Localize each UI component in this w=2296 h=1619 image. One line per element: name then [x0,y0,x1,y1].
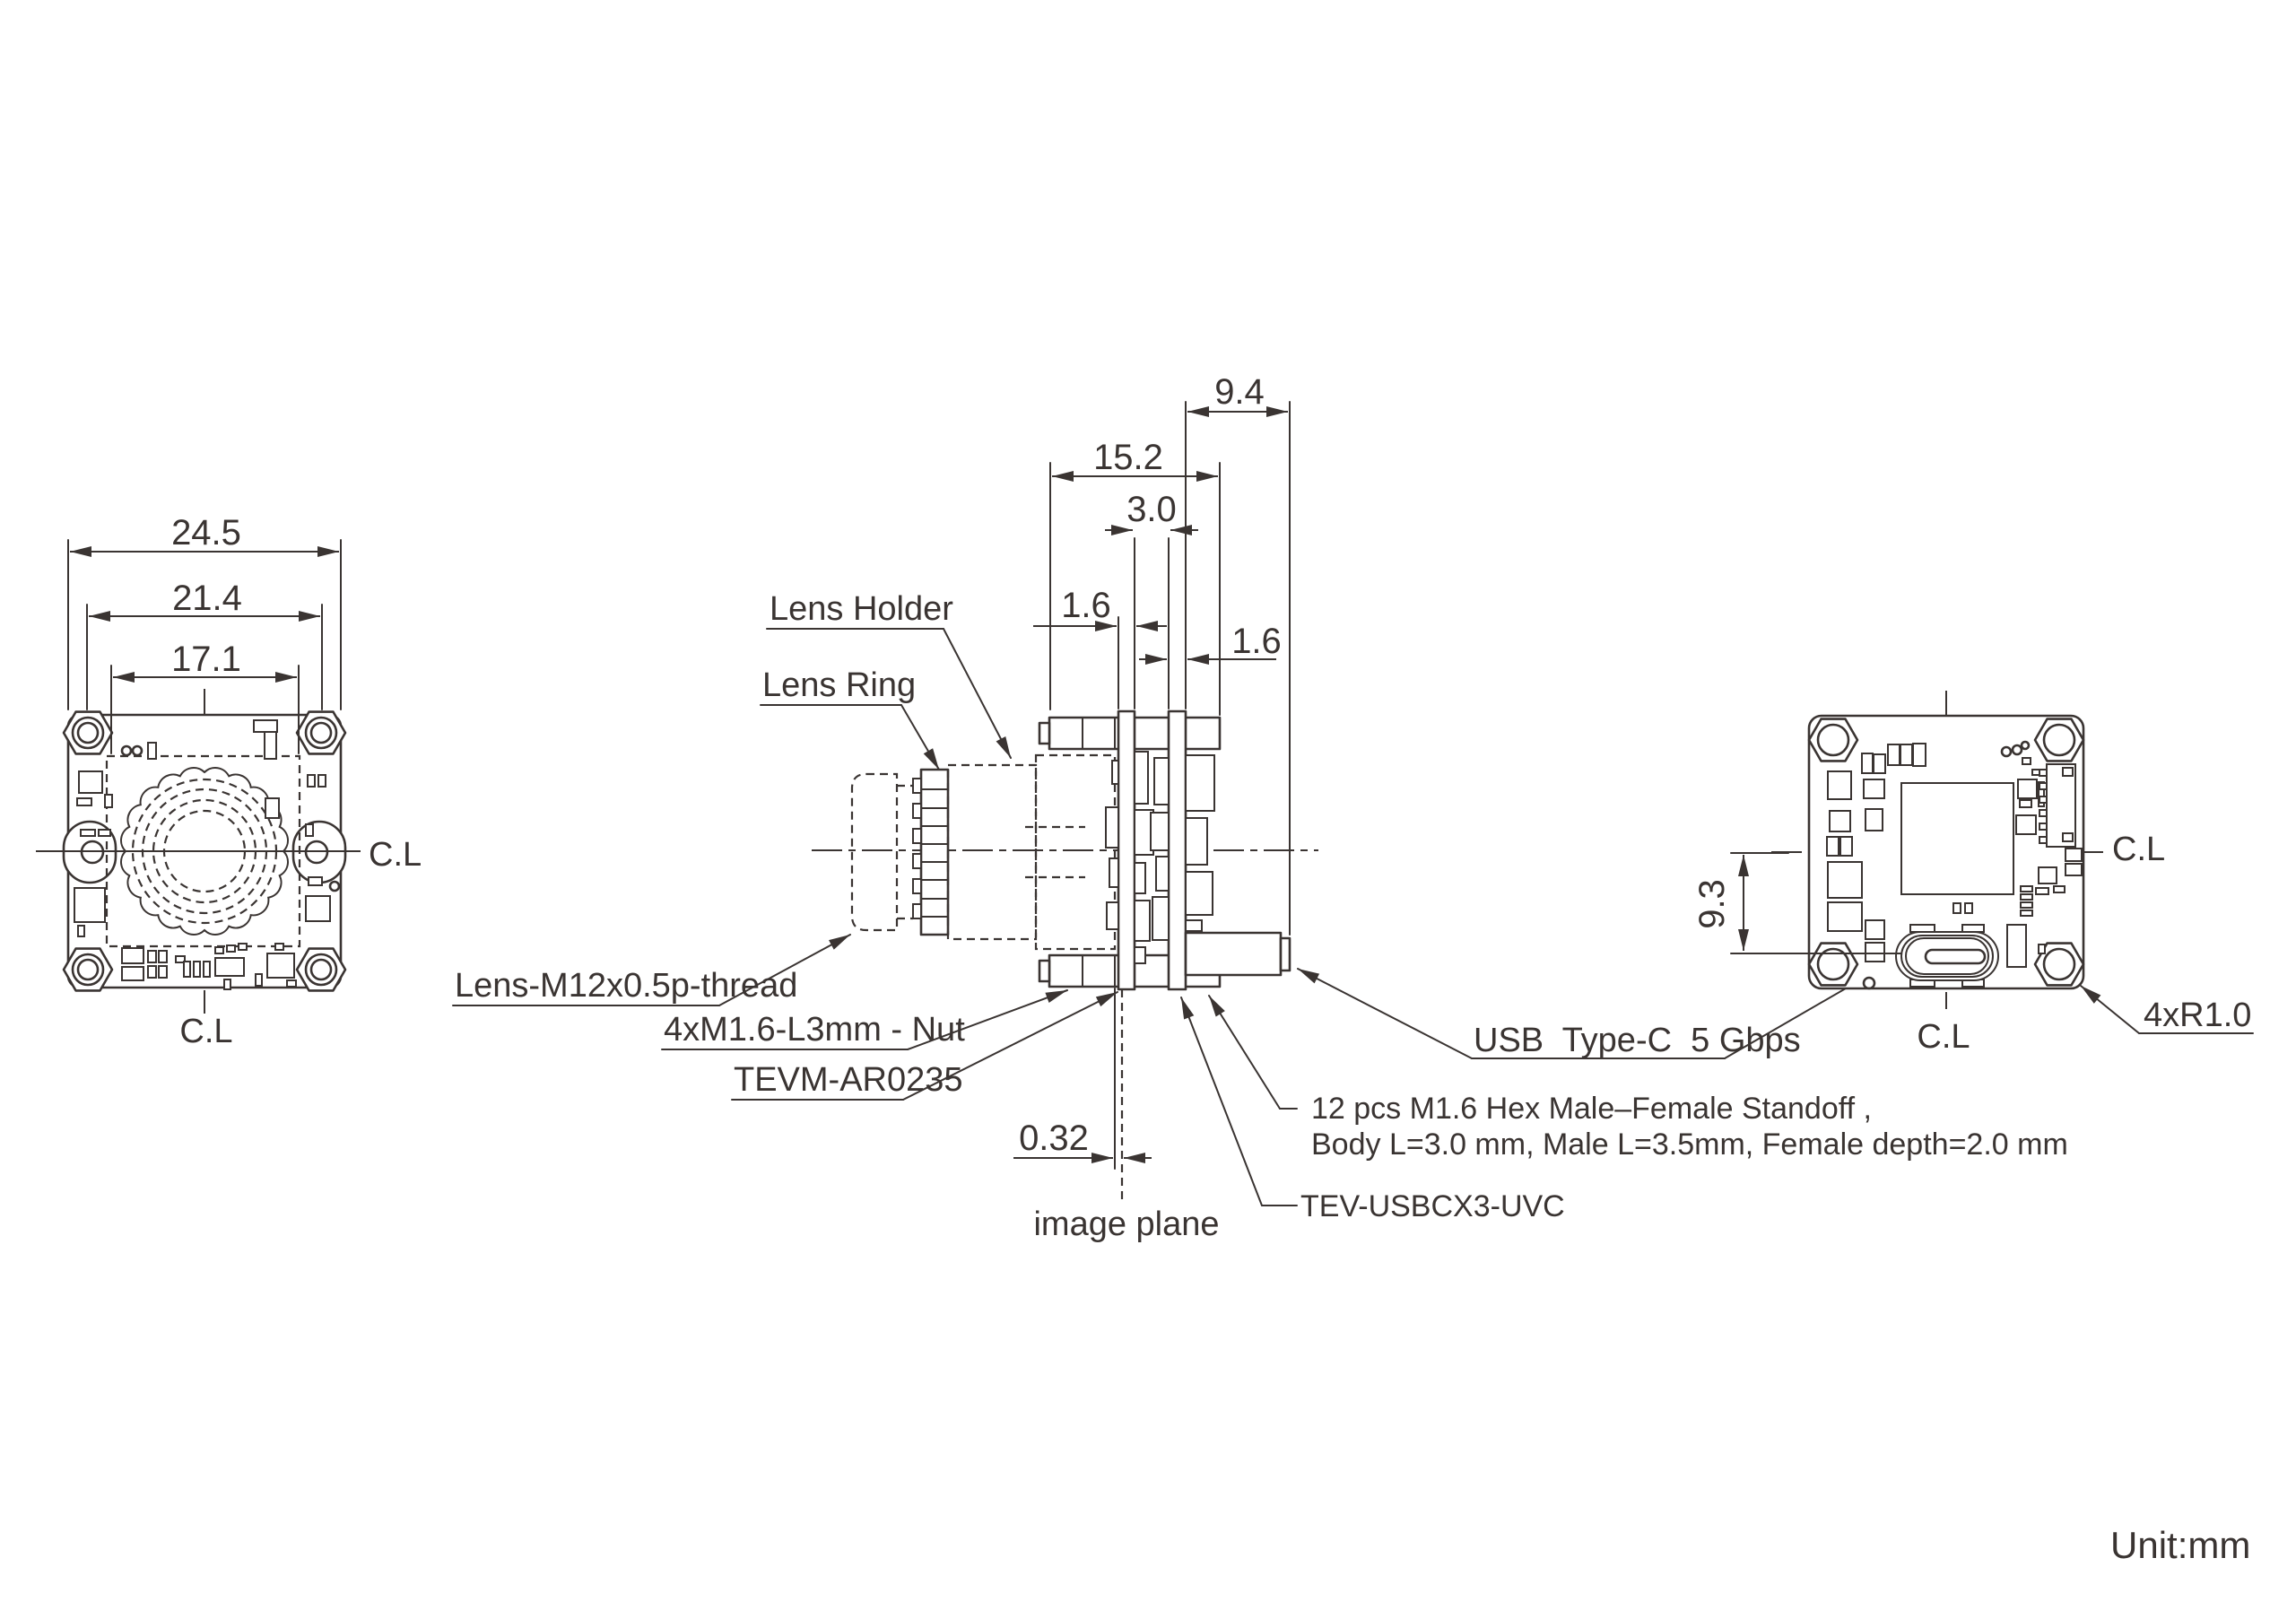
back-cl-bottom-label: C.L [1917,1018,1970,1056]
back-view [1692,691,2253,1056]
pcb-component [265,732,276,759]
pcb-component [1965,903,1972,913]
pcb-component [105,795,112,807]
pcb-component [1866,943,1884,962]
pcb-component [2039,944,2045,953]
ring-tooth [913,804,921,818]
pcb-component [2039,783,2047,789]
pcb-component [2021,886,2032,892]
pcb-component [1888,744,1900,765]
pcb-component [287,980,296,987]
pcb-component [2063,768,2073,776]
pcb-component [148,966,156,978]
pcb-component [2039,770,2047,776]
pcb-component [1135,901,1150,941]
pcb-component [74,888,105,922]
back-cl-right-label: C.L [2112,831,2166,868]
dim-9-4: 9.4 [1214,372,1265,412]
pcb-component [318,775,326,787]
side-dimensions [1013,372,1288,1158]
pcb-component [215,947,223,953]
pcb-component [159,966,167,978]
pcb-component [2021,894,2032,900]
pcb-component [148,743,156,759]
lens-holder-label: Lens Holder [770,590,953,628]
pcb-component [2018,779,2037,798]
front-cl-bottom-label: C.L [179,1013,233,1050]
pcb-component [1874,754,1885,773]
pcb-component [1840,837,1852,856]
lens-ring-label: Lens Ring [762,666,917,704]
sensor-board-label: TEVM-AR0235 [734,1061,963,1099]
pcb-component [2021,910,2032,916]
dim-17-1: 17.1 [171,640,241,679]
ring-tooth [913,854,921,868]
pcb-component [2016,815,2036,834]
usb-port-label: USB Type-C 5 Gbps [1474,1022,1801,1059]
pcb-component [1828,902,1862,931]
image-plane-label: image plane [1033,1206,1220,1243]
pcb-component [256,974,262,986]
pcb-component [215,958,244,976]
dim-21-4: 21.4 [172,579,242,618]
ring-tooth [913,829,921,843]
pcb-component [1864,779,1884,798]
lens-ring-shape [913,770,948,935]
pcb-component [77,798,91,805]
pcb-component [2020,800,2031,807]
pcb-component [204,962,210,977]
pcb-component [1135,752,1148,804]
pcb-component [1186,920,1202,931]
pcb-component [1186,755,1214,811]
pcb-component [2021,902,2032,908]
pcb-component [306,824,313,836]
ring-tooth [913,904,921,918]
pcb-component [2039,837,2047,843]
pcb-component [2022,758,2031,764]
pcb-component [227,945,235,952]
main-chip [1901,783,2013,894]
pcb-component [1151,813,1169,850]
pcb-component [2066,864,2082,875]
dim-3-0: 3.0 [1126,490,1177,529]
pcb-component [122,967,144,980]
usb-board-label: TEV-USBCX3-UVC [1300,1189,1565,1223]
pcb-component [2007,925,2026,967]
pcb-component [79,771,102,793]
pcb-component [267,953,294,978]
pcb-component [1106,807,1118,848]
pcb-component [1953,903,1961,913]
pcb-component [1830,811,1850,831]
pcb-component [2063,833,2073,841]
usb-pcb [1169,711,1186,989]
standoff-note-line1: 12 pcs M1.6 Hex Male–Female Standoff , [1311,1092,1872,1126]
lens-holder-front-section [948,765,1036,939]
pcb-component [2039,867,2057,883]
pcb-component [239,944,247,950]
pcb-component [194,962,200,977]
pcb-component [1107,902,1118,929]
pcb-component [1827,837,1839,856]
pcb-component [148,951,156,962]
usb-connector-back [1896,925,1998,987]
front-cl-right-label: C.L [369,836,422,874]
dim-1-6-front: 1.6 [1061,586,1111,625]
corner-radius-label: 4xR1.0 [2144,997,2252,1034]
pcb-component [1135,863,1145,893]
pcb-component [2054,886,2065,892]
usb-connector-side [1186,933,1290,975]
pcb-component [306,896,330,921]
pcb-component [1186,818,1207,865]
pcb-component [1135,947,1145,963]
pcb-component [309,877,322,885]
pcb-component [2066,849,2082,861]
pcb-component [1154,758,1169,805]
standoff-note-line2: Body L=3.0 mm, Male L=3.5mm, Female depth=2.0 mm [1311,1127,2068,1162]
pcb-component [122,948,144,963]
pcb-component [275,944,283,950]
lens-holder-rear-section [1036,755,1115,949]
pcb-component [1109,858,1118,887]
pcb-component [1866,809,1883,831]
pcb-component [1828,771,1851,799]
pcb-component [1900,744,1912,765]
dim-1-6-rear: 1.6 [1231,622,1282,661]
pcb-component [2032,770,2039,775]
dim-9-3: 9.3 [1692,879,1732,929]
pcb-component [2039,810,2047,816]
pcb-component [81,830,95,836]
pcb-component [1913,744,1926,766]
pcb-component [99,830,110,836]
pcb-component [1862,753,1873,773]
dim-0-32: 0.32 [1019,1119,1089,1158]
lens-thread-label: Lens-M12x0.5p-thread [455,967,798,1005]
dim-24-5: 24.5 [171,513,241,553]
pcb-component [1866,920,1884,939]
nut-label: 4xM1.6-L3mm - Nut [664,1011,965,1049]
front-view [36,513,422,1050]
pcb-component [1186,872,1213,915]
pcb-component [1828,862,1862,898]
pcb-component [1156,857,1169,891]
lens-barrel [852,774,897,930]
ring-tooth [913,879,921,893]
pcb-component [224,979,230,989]
pcb-component [265,798,279,818]
dim-15-2: 15.2 [1093,438,1163,477]
pcb-component [1152,897,1169,940]
pcb-component [78,926,84,936]
pcb-component [2039,823,2047,830]
ring-tooth [913,779,921,793]
pcb-component [2036,888,2048,894]
pcb-component [308,775,315,787]
unit-note: Unit:mm [2110,1524,2251,1566]
pcb-component [254,720,277,732]
pcb-component [1112,761,1118,784]
pcb-component [184,962,190,977]
sensor-pcb [1118,711,1135,989]
pcb-component [159,951,167,962]
pcb-component [2039,796,2047,803]
